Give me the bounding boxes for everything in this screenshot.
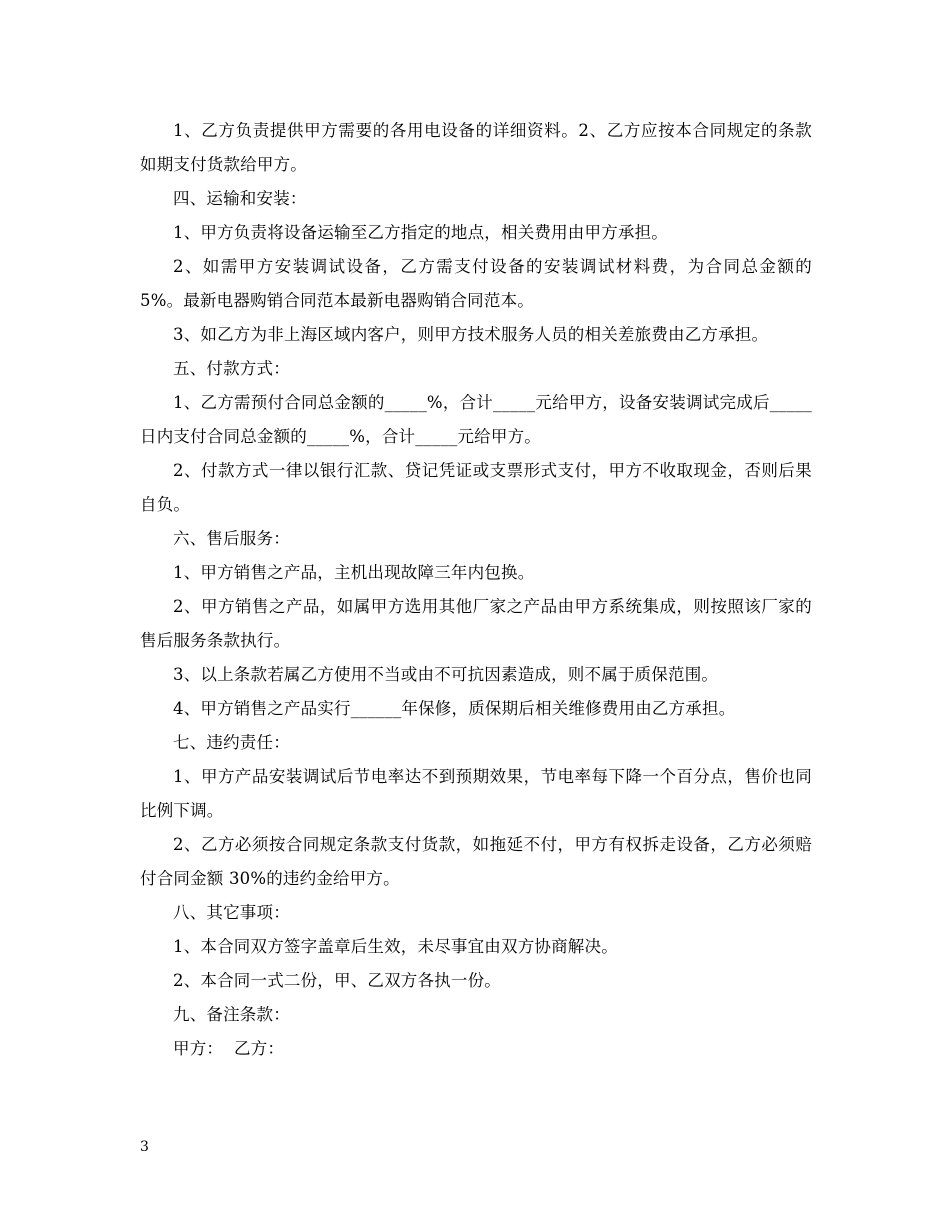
heading-remarks: 九、备注条款： <box>173 1005 290 1024</box>
paragraph-payment-2: 2、付款方式一律以银行汇款、贷记凭证或支票形式支付，甲方不收取现金，否则后果自负。 <box>140 461 812 514</box>
heading-other-matters: 八、其它事项： <box>173 903 290 922</box>
paragraph-supplier-duties: 1、乙方负责提供甲方需要的各用电设备的详细资料。2、乙方应按本合同规定的条款如期支付货款给甲方。 <box>140 121 812 174</box>
heading-payment-method: 五、付款方式： <box>173 359 290 378</box>
paragraph-after-sales-1: 1、甲方销售之产品，主机出现故障三年内包换。 <box>173 563 535 582</box>
paragraph-after-sales-2: 2、甲方销售之产品，如属甲方选用其他厂家之产品由甲方系统集成，则按照该厂家的售后服务条款执行。 <box>140 597 812 650</box>
paragraph-payment-1: 1、乙方需预付合同总金额的_____%，合计_____元给甲方，设备安装调试完成后_____日内支付合同总金额的_____%，合计_____元给甲方。 <box>140 393 812 446</box>
heading-breach-liability: 七、违约责任： <box>173 733 290 752</box>
paragraph-transport-3: 3、如乙方为非上海区域内客户，则甲方技术服务人员的相关差旅费由乙方承担。 <box>173 325 769 344</box>
document-body <box>140 114 818 1066</box>
paragraph-after-sales-4: 4、甲方销售之产品实行______年保修，质保期后相关维修费用由乙方承担。 <box>173 699 736 718</box>
signature-line: 甲方： 乙方： <box>173 1039 285 1058</box>
paragraph-transport-2: 2、如需甲方安装调试设备，乙方需支付设备的安装调试材料费，为合同总金额的 5%。最新电器购销合同范本最新电器购销合同范本。 <box>140 257 818 310</box>
page-number: 3 <box>140 1139 149 1155</box>
paragraph-breach-2: 2、乙方必须按合同规定条款支付货款，如拖延不付，甲方有权拆走设备，乙方必须赔付合同金额 30%的违约金给甲方。 <box>140 835 812 888</box>
paragraph-other-1: 1、本合同双方签字盖章后生效，未尽事宜由双方协商解决。 <box>173 937 618 956</box>
paragraph-other-2: 2、本合同一式二份，甲、乙双方各执一份。 <box>173 971 501 990</box>
heading-after-sales: 六、售后服务： <box>173 529 290 548</box>
heading-transport-installation: 四、运输和安装： <box>173 189 307 208</box>
paragraph-transport-1: 1、甲方负责将设备运输至乙方指定的地点，相关费用由甲方承担。 <box>173 223 668 242</box>
paragraph-breach-1: 1、甲方产品安装调试后节电率达不到预期效果，节电率每下降一个百分点，售价也同比例下调。 <box>140 767 812 820</box>
paragraph-after-sales-3: 3、以上条款若属乙方使用不当或由不可抗因素造成，则不属于质保范围。 <box>173 665 719 684</box>
